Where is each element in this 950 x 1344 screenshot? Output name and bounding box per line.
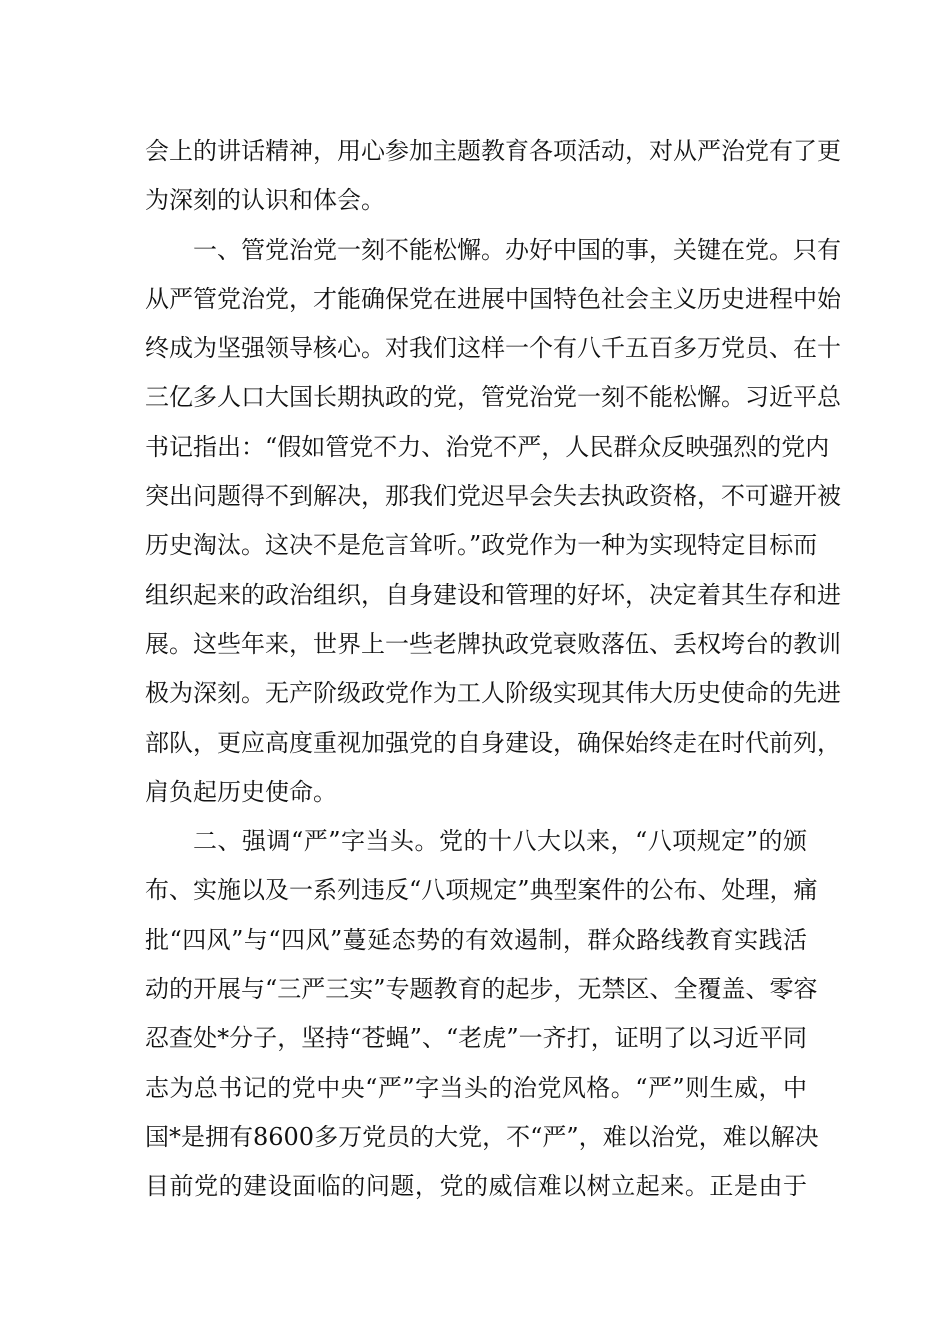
text-line-22: 目前党的建设面临的问题，党的威信难以树立起来。正是由于 bbox=[145, 1172, 807, 1201]
text-line-5: 终成为坚强领导核心。对我们这样一个有八千五百多万党员、在十 bbox=[145, 334, 841, 363]
text-line-19: 忍查处*分子，坚持“苍蝇”、“老虎”一齐打，证明了以习近平同 bbox=[145, 1024, 807, 1053]
text-line-6: 三亿多人口大国长期执政的党，管党治党一刻不能松懈。习近平总 bbox=[145, 383, 841, 412]
text-line-8: 突出问题得不到解决，那我们党迟早会失去执政资格，不可避开被 bbox=[145, 482, 841, 511]
text-line-13: 部队，更应高度重视加强党的自身建设，确保始终走在时代前列， bbox=[145, 728, 841, 757]
text-line-7: 书记指出：“假如管党不力、治党不严，人民群众反映强烈的党内 bbox=[145, 432, 830, 461]
text-line-15: 二、强调“严”字当头。党的十八大以来，“八项规定”的颁 bbox=[193, 827, 807, 856]
text-line-4: 从严管党治党，才能确保党在进展中国特色社会主义历史进程中始 bbox=[145, 284, 841, 313]
text-line-3: 一、管党治党一刻不能松懈。办好中国的事，关键在党。只有 bbox=[193, 235, 841, 264]
text-line-10: 组织起来的政治组织，自身建设和管理的好坏，决定着其生存和进 bbox=[145, 580, 841, 609]
text-line-2: 为深刻的认识和体会。 bbox=[145, 186, 385, 215]
text-line-11: 展。这些年来，世界上一些老牌执政党衰败落伍、丢权垮台的教训 bbox=[145, 629, 841, 658]
text-line-9: 历史淘汰。这决不是危言耸听。”政党作为一种为实现特定目标而 bbox=[145, 531, 818, 560]
text-line-21: 国*是拥有8600多万党员的大党，不“严”，难以治党，难以解决 bbox=[145, 1122, 819, 1151]
text-line-12: 极为深刻。无产阶级政党作为工人阶级实现其伟大历史使命的先进 bbox=[145, 679, 841, 708]
text-line-16: 布、实施以及一系列违反“八项规定”典型案件的公布、处理，痛 bbox=[145, 876, 818, 905]
text-line-18: 动的开展与“三严三实”专题教育的起步，无禁区、全覆盖、零容 bbox=[145, 975, 818, 1004]
document-body bbox=[145, 127, 841, 1212]
text-line-20: 志为总书记的党中央“严”字当头的治党风格。“严”则生威，中 bbox=[145, 1073, 807, 1102]
text-line-14: 肩负起历史使命。 bbox=[145, 777, 337, 806]
text-line-17: 批“四风”与“四风”蔓延态势的有效遏制，群众路线教育实践活 bbox=[145, 925, 807, 954]
text-line-1: 会上的讲话精神，用心参加主题教育各项活动，对从严治党有了更 bbox=[145, 137, 841, 165]
